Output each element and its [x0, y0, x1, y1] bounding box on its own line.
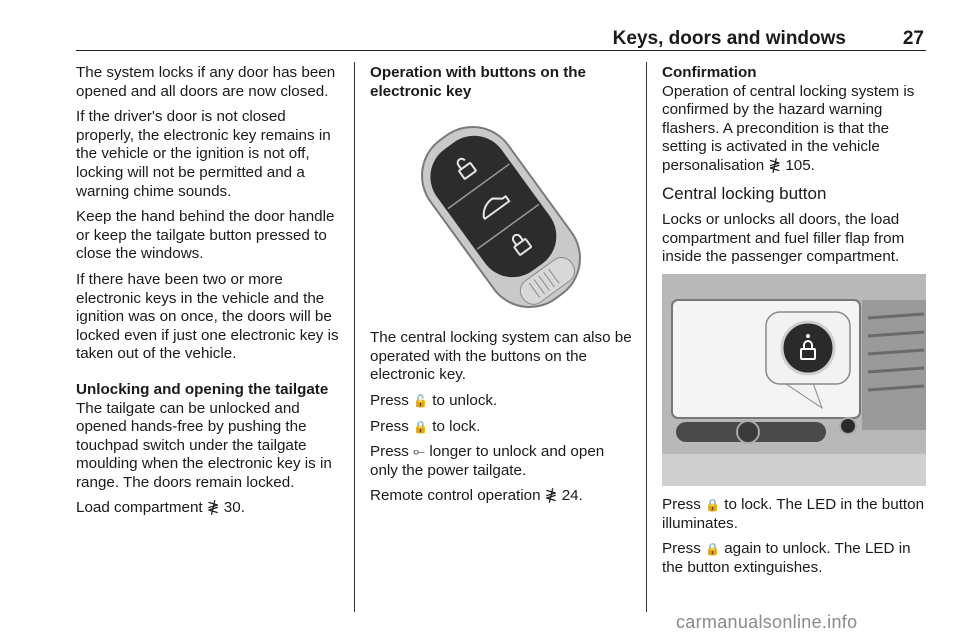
paragraph: Keep the hand behind the door handle or keep the tailgate button pressed to close the windows. [76, 208, 335, 263]
column-middle [370, 64, 636, 513]
paragraph: If the driver's door is not closed properly, the electronic key remains in the vehicle or the ignition is not off, locking will not be permitted and a warning chime sounds. [76, 108, 331, 200]
header-title: Keys, doors and windows [612, 28, 846, 49]
column-left [76, 64, 342, 525]
page-header [76, 26, 926, 51]
section-heading: Confirmation [662, 64, 757, 81]
paragraph: Load compartment ≹ 30. [76, 499, 245, 517]
lock-button-icon: 🔒 [705, 497, 720, 512]
section-heading: Unlocking and opening the tailgate [76, 380, 329, 398]
instruction-unlock: Press 🔓 to unlock. [370, 391, 498, 409]
section-heading: Central locking button [662, 183, 827, 203]
column-divider [646, 62, 647, 612]
central-locking-button-illustration [662, 274, 926, 486]
instruction-tailgate: Press ⟜ longer to unlock and open only the power tailgate. [370, 443, 605, 479]
electronic-key-illustration [370, 107, 632, 319]
paragraph: The tailgate can be unlocked and opened hands-free by pushing the touchpad switch under the tailgate moulding when the electronic key is in range. The doors remain locked. [76, 399, 332, 491]
page-number: 27 [902, 28, 924, 49]
paragraph: Remote control operation ≹ 24. [370, 487, 583, 505]
lock-button-icon: 🔒 [705, 542, 720, 557]
unlock-icon: 🔓 [413, 393, 428, 408]
section-heading: Operation with buttons on the electronic key [370, 64, 586, 100]
paragraph: Locks or unlocks all doors, the load compartment and fuel filler flap from inside the passenger compartment. [662, 211, 905, 266]
column-divider [354, 62, 355, 612]
lock-icon: 🔒 [413, 419, 428, 434]
paragraph: If there have been two or more electronic keys in the vehicle and the ignition was on once, the doors will be locked even if just one electronic key is taken out of the vehicle. [76, 270, 339, 363]
column-right [662, 64, 926, 584]
paragraph: Operation of central locking system is confirmed by the hazard warning flashers. A precondition is that the setting is activated in the vehicle personalisation ≹ 105. [662, 82, 915, 174]
paragraph: The system locks if any door has been opened and all doors are now closed. [76, 64, 336, 100]
instruction-unlock-button: Press 🔒 again to unlock. The LED in the button extinguishes. [662, 540, 911, 576]
instruction-lock-button: Press 🔒 to lock. The LED in the button illuminates. [662, 495, 925, 532]
car-icon: ⟜ [413, 443, 426, 461]
instruction-lock: Press 🔒 to lock. [370, 417, 481, 435]
watermark: carmanualsonline.info [676, 612, 858, 632]
paragraph: The central locking system can also be operated with the buttons on the electronic key. [370, 329, 632, 384]
